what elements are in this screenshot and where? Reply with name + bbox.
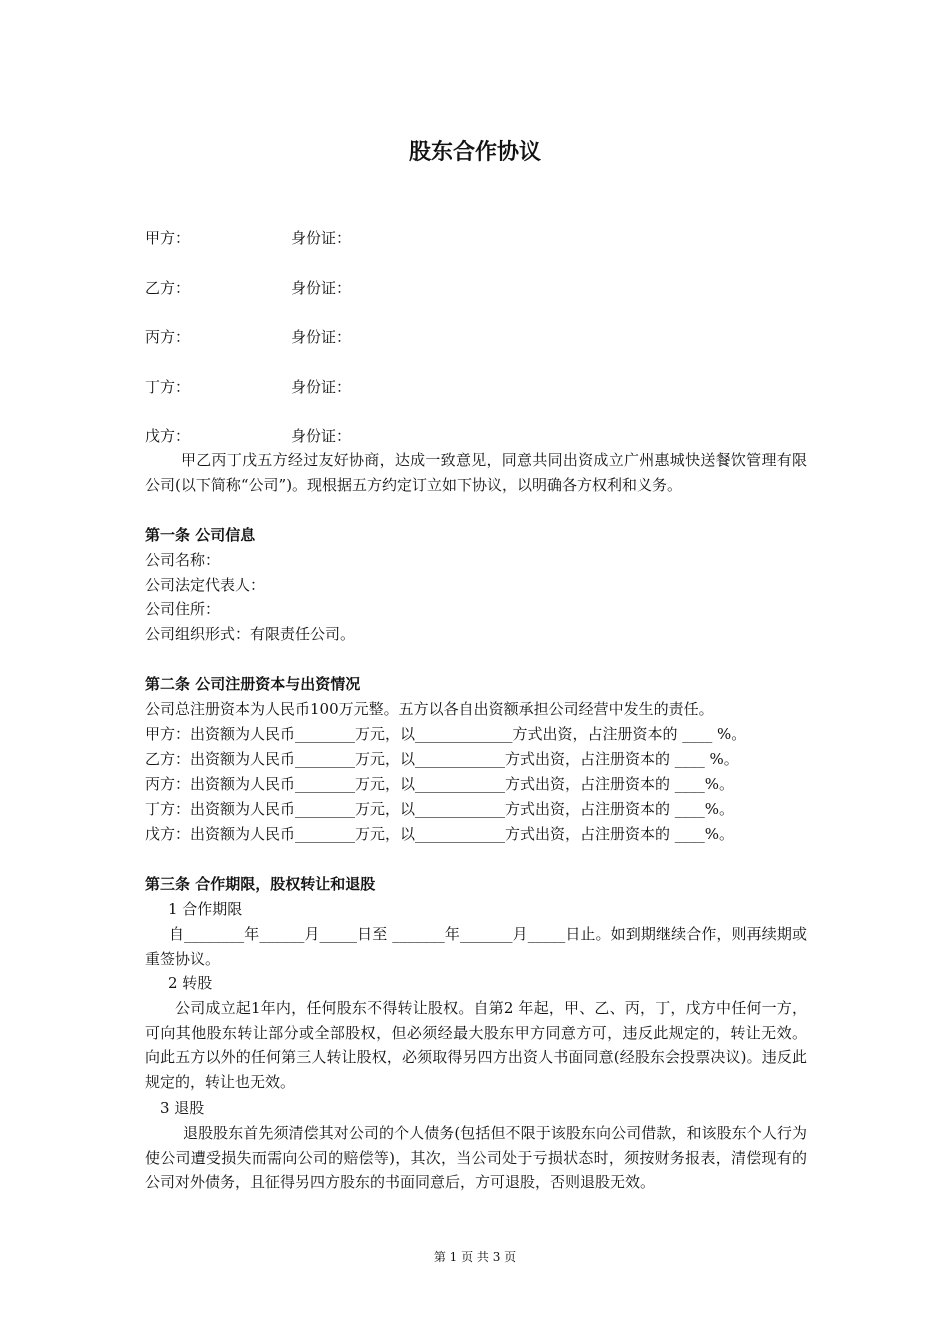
- article2-line: 公司总注册资本为人民币100万元整。五方以各自出资额承担公司经营中发生的责任。: [145, 700, 714, 718]
- party-id-ding: 身份证：: [291, 378, 352, 396]
- party-label-bing: 丙方：: [145, 328, 191, 346]
- article1-line: 公司组织形式：有限责任公司。: [145, 625, 356, 643]
- article3-heading: 第三条 合作期限，股权转让和退股: [145, 875, 376, 893]
- article2-line: 戊方：出资额为人民币________万元，以____________方式出资，占注册资本的 ____%。: [145, 825, 735, 843]
- party-id-jia: 身份证：: [291, 229, 352, 247]
- article3-sub3-text: 退股股东首先须清偿其对公司的个人债务(包括但不限于该股东向公司借款，和该股东个人行为使公司遭受损失而需向公司的赔偿等)，其次，当公司处于亏损状态时，须按财务报表，清偿现有的公司对外债务，且征得另四方股东的书面同意后，方可退股，否则退股无效。: [145, 1124, 807, 1191]
- article2-line: 丁方：出资额为人民币________万元，以____________方式出资，占注册资本的 ____%。: [145, 800, 735, 818]
- article3-sub1-title: 1 合作期限: [168, 900, 243, 918]
- article1-line: 公司住所：: [145, 600, 221, 618]
- article3-sub2-title: 2 转股: [168, 974, 213, 992]
- party-id-yi: 身份证：: [291, 279, 352, 297]
- document-title: 股东合作协议: [408, 140, 541, 165]
- article1-heading: 第一条 公司信息: [145, 526, 256, 544]
- article2-line: 丙方：出资额为人民币________万元，以____________方式出资，占注册资本的 ____%。: [145, 775, 735, 793]
- party-label-yi: 乙方：: [145, 279, 191, 297]
- article2-line: 甲方：出资额为人民币________万元，以_____________方式出资，占注册资本的 ____ %。: [145, 725, 747, 743]
- article2-heading: 第二条 公司注册资本与出资情况: [145, 675, 361, 693]
- party-id-bing: 身份证：: [291, 328, 352, 346]
- party-id-wu: 身份证：: [291, 427, 352, 445]
- article1-line: 公司法定代表人：: [145, 576, 266, 594]
- article1-line: 公司名称：: [145, 551, 221, 569]
- article3-sub1-text: 自________年______月_____日至 _______年_______月_____日止。如到期继续合作，则再续期或重签协议。: [145, 925, 807, 968]
- page-footer: 第 1 页 共 3 页: [433, 1250, 517, 1264]
- party-label-wu: 戊方：: [145, 427, 191, 445]
- article2-line: 乙方：出资额为人民币________万元，以____________方式出资，占注册资本的 ____ %。: [145, 750, 739, 768]
- article3-sub2-text: 公司成立起1年内，任何股东不得转让股权。自第2 年起，甲、乙、丙，丁，戊方中任何一方，可向其他股东转让部分或全部股权，但必须经最大股东甲方同意方可，违反此规定的，转让无效。 向此五方以外的任何第三人转让股权，必须取得另四方出资人书面同意(经股东会投票决议)。违反此规定的，转让也无效。: [145, 999, 807, 1091]
- article3-sub3-title: 3 退股: [160, 1099, 205, 1117]
- party-label-jia: 甲方：: [145, 229, 191, 247]
- party-label-ding: 丁方：: [145, 378, 191, 396]
- intro-paragraph: 甲乙丙丁戊五方经过友好协商，达成一致意见，同意共同出资成立广州惠城快送餐饮管理有限公司(以下简称“公司”)。现根据五方约定订立如下协议，以明确各方权利和义务。: [145, 451, 807, 494]
